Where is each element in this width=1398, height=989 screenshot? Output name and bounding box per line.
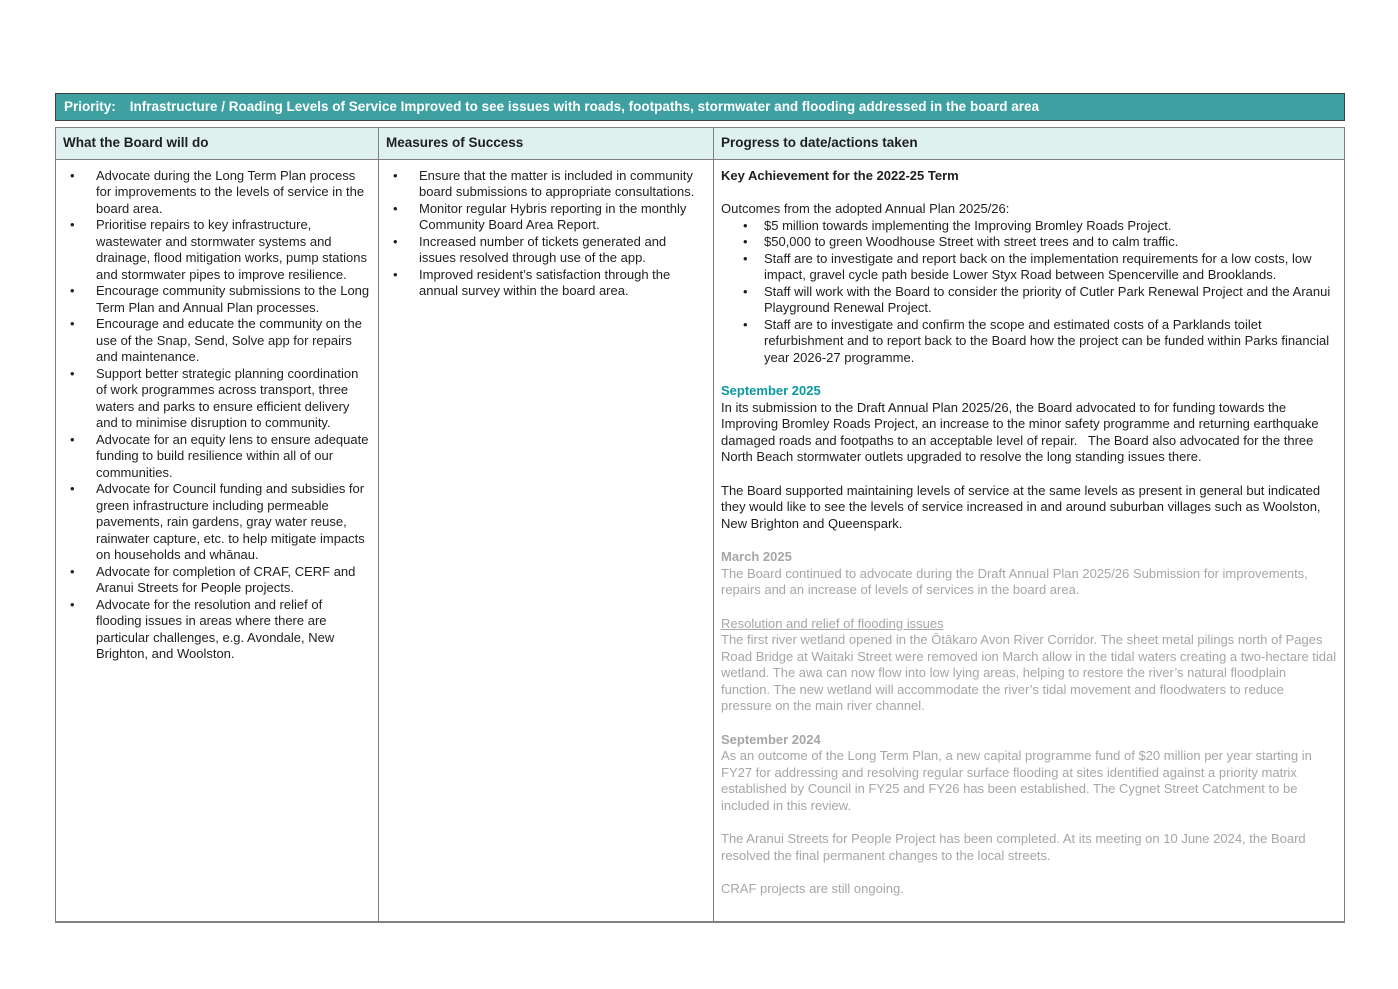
measure-item: • Improved resident’s satisfaction through the annual survey within the board area. xyxy=(386,267,705,300)
board-action-item: • Advocate for Council funding and subsidies for green infrastructure including permeable pavements, rain gardens, gray water reuse, rainwater capture, etc. to help mitigate impacts on households and whānau. xyxy=(63,481,370,564)
col-header-what-the-board-will-do: What the Board will do xyxy=(56,128,379,159)
heading-september-2024: September 2024 xyxy=(721,731,821,747)
board-action-item: • Support better strategic planning coordination of work programmes across transport, three waters and parks to ensure efficient delivery and to minimise disruption to community. xyxy=(63,366,370,432)
september-2024-para2: The Aranui Streets for People Project has been completed. At its meeting on 10 June 2024, the Board resolved the final permanent changes to the local streets. xyxy=(721,831,1310,863)
board-action-item: • Advocate for an equity lens to ensure adequate funding to build resilience within all of our communities. xyxy=(63,432,370,482)
outcome-item: • $50,000 to green Woodhouse Street with street trees and to calm traffic. xyxy=(721,234,1338,251)
september-2024-para3: CRAF projects are still ongoing. xyxy=(721,881,904,896)
outcome-item: • Staff will work with the Board to consider the priority of Cutler Park Renewal Project and the Aranui Playground Renewal Project. xyxy=(721,284,1338,317)
board-action-item: • Advocate during the Long Term Plan process for improvements to the levels of service in the board area. xyxy=(63,168,370,218)
priority-banner xyxy=(55,93,1345,121)
table-header-row xyxy=(56,128,1344,160)
heading-september-2025: September 2025 xyxy=(721,383,821,398)
september-2025-para2: The Board supported maintaining levels of service at the same levels as present in general but indicated they would like to see the levels of service increased in and around suburban villages such as Woolston, New Brighton and Queenspark. xyxy=(721,482,1325,531)
heading-march-2025: March 2025 xyxy=(721,549,792,564)
priority-text: Infrastructure / Roading Levels of Service Improved to see issues with roads, footpaths, stormwater and flooding addressed in the board area xyxy=(129,99,1039,114)
measure-item: • Monitor regular Hybris reporting in the monthly Community Board Area Report. xyxy=(386,201,705,234)
priority-label: Priority: xyxy=(64,99,116,114)
table-body-row xyxy=(56,160,1344,921)
september-2025-para1: In its submission to the Draft Annual Plan 2025/26, the Board advocated to for funding towards the Improving Bromley Roads Project, an increase to the minor safety programme and returning earthquake damaged roads and footpaths to an acceptable level of repair. The Board also advocated for the three North Beach stormwater outlets upgraded to resolve the long standing issues there. xyxy=(721,399,1323,464)
cell-measures xyxy=(379,160,714,921)
board-action-item: • Advocate for completion of CRAF, CERF and Aranui Streets for People projects. xyxy=(63,564,370,597)
measure-item: • Increased number of tickets generated and issues resolved through use of the app. xyxy=(386,234,705,267)
board-action-item: • Advocate for the resolution and relief of flooding issues in areas where there are particular challenges, e.g. Avondale, New Brighton, and Woolston. xyxy=(63,597,370,663)
measures-list xyxy=(386,168,705,300)
outcome-item: • Staff are to investigate and report back on the implementation requirements for a low costs, low impact, gravel cycle path beside Lower Styx Road between Spencerville and Brooklands. xyxy=(721,251,1338,284)
march-2025-para: The Board continued to advocate during the Draft Annual Plan 2025/26 Submission for improvements, repairs and an increase of levels of services in the board area. xyxy=(721,565,1312,597)
board-actions-list xyxy=(63,168,370,663)
outcome-item: • $5 million towards implementing the Improving Bromley Roads Project. xyxy=(721,218,1338,235)
outcome-item: • Staff are to investigate and confirm the scope and estimated costs of a Parklands toilet refurbishment and to report back to the Board how the project can be funded within Parks financial year 2026-27 programme. xyxy=(721,317,1338,367)
board-action-item: • Encourage and educate the community on the use of the Snap, Send, Solve app for repairs and maintenance. xyxy=(63,316,370,366)
priority-table xyxy=(55,93,1345,923)
outcomes-list xyxy=(721,218,1338,367)
three-column-table xyxy=(55,127,1345,923)
key-achievement-title: Key Achievement for the 2022-25 Term xyxy=(721,167,959,183)
col-header-progress-to-date: Progress to date/actions taken xyxy=(721,135,918,150)
board-action-item: • Encourage community submissions to the Long Term Plan and Annual Plan processes. xyxy=(63,283,370,316)
outcomes-intro: Outcomes from the adopted Annual Plan 2025/26: xyxy=(721,201,1010,216)
measure-item: • Ensure that the matter is included in community board submissions to appropriate consultations. xyxy=(386,168,705,201)
september-2024-para1: As an outcome of the Long Term Plan, a new capital programme fund of $20 million per year starting in FY27 for addressing and resolving regular surface flooding at sites identified against a priority matrix established by Council in FY25 and FY26 has been established. The Cygnet Street Catchment to be included in this review. xyxy=(721,748,1316,813)
board-action-item: • Prioritise repairs to key infrastructure, wastewater and stormwater systems and drainage, flood mitigation works, pump stations and stormwater pipes to improve resilience. xyxy=(63,217,370,283)
heading-flooding-issues: Resolution and relief of flooding issues xyxy=(721,615,944,631)
col-header-measures-of-success: Measures of Success xyxy=(379,128,714,159)
cell-board-actions xyxy=(56,160,379,921)
flooding-para: The first river wetland opened in the Ōtākaro Avon River Corridor. The sheet metal pilings north of Pages Road Bridge at Waitaki Street were removed ion March allow in the tidal waters creating a two-hectare tidal wetland. The awa can now flow into low lying areas, helping to restore the river’s natural floodplain function. The new wetland will accommodate the river’s tidal movement and floodwaters to reduce pressure on the main river channel. xyxy=(721,632,1340,713)
cell-progress xyxy=(714,160,1346,921)
